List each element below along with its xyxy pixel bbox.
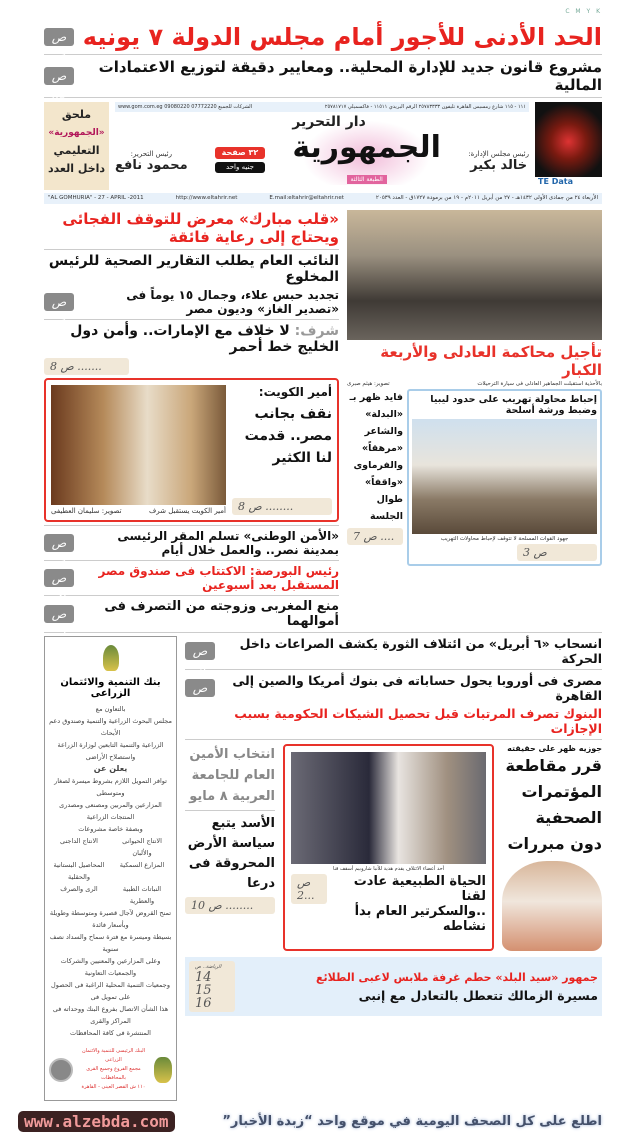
mid-headline: منع المغربى وزوجته من التصرف فى أموالهما: [104, 599, 339, 629]
mid-headline-red: رئيس البورصة: الاكتتاب فى صندوق مصر المستقبل بعد أسبوعين: [98, 564, 339, 592]
subheadline-row: [44, 58, 602, 101]
bank-logo-icon: [103, 645, 119, 671]
page-badge: ص 6..: [44, 569, 74, 587]
lower-headline-red: البنوك تصرف المرتبات قبل تحصيل الشيكات الحكومية بسبب الإجازات: [234, 706, 602, 736]
kuwait-headline: نقف بجانب مصر.. قدمت لنا الكثير: [244, 406, 332, 466]
headline-text: لا خلاف مع الإمارات.. وأمن دول الخليج خط أحمر: [70, 323, 339, 355]
page-badge: ص 3..: [185, 679, 215, 697]
page-ref: ص 3: [517, 544, 597, 561]
address-strip: [115, 102, 529, 112]
promo-text[interactable]: اطلع على كل الصحف اليومية في موقع واحد “زبدة الأخبار”: [222, 1114, 602, 1129]
bank-advertisement[interactable]: [44, 636, 177, 1101]
supplement-box[interactable]: [44, 102, 109, 190]
dateline-strip: [44, 193, 602, 204]
libya-headline: إحباط محاولة تهريب على حدود ليبيا وضبط ورشة أسلحة: [430, 394, 597, 416]
ad-line: المنتشرة فى كافة المحافظات: [70, 1029, 151, 1037]
trial-photo-credit: تصوير: هيثم صبرى: [347, 381, 390, 387]
editor-label: رئيس التحرير:: [130, 150, 172, 158]
edition-label: الطبعة الثالثة: [347, 175, 387, 184]
defendants-text: فايد ظهر بـ «البدلة» والشاعر «مرهقاً» والفرماوى «واقفاً» طوال الجلسة: [349, 392, 403, 522]
photo-caption: أمير الكويت يستقبل شرف: [149, 507, 226, 515]
editor-name: محمود نافع: [115, 158, 188, 173]
page-badge: ص 3..: [44, 28, 74, 46]
jose-photo: [502, 861, 602, 951]
chairman-label: رئيس مجلس الإدارة:: [468, 150, 529, 158]
qena-story-box[interactable]: [283, 744, 494, 951]
dateline-english: "AL GOMHURIA" - 27 - APRIL -2011: [48, 195, 144, 201]
lower-headline: مصرى فى أوروبا يحول حساباته فى بنوك أمريكا والصين إلى القاهرة: [232, 673, 602, 703]
kuwait-photo: [51, 385, 226, 505]
ad-line: توافر التمويل اللازم بشروط ميسرة لصغار ومتوسطى: [54, 777, 167, 797]
mid-headline: «الأمن الوطنى» تسلم المقر الرئيسى بمدينة نصر.. والعمل خلال أيام: [117, 529, 339, 557]
page-ref: ص 7 ....: [347, 528, 403, 545]
top-headline-row: [44, 23, 602, 62]
jose-column: [502, 744, 602, 951]
ad-title: بنك التنمية والائتمان الزراعى: [60, 677, 161, 699]
qena-photo: [291, 752, 486, 864]
registration-marks: C M Y K: [565, 8, 602, 15]
ad-line: بسيطة وميسرة مع فترة سماح والسداد نصف سنوية: [49, 933, 172, 953]
ad-line: مجلس البحوث الزراعية والتنمية وصندوق دعم الأبحاث: [49, 717, 172, 737]
supplement-line: «الجمهورية»: [48, 128, 105, 138]
kuwait-story-box[interactable]: [44, 378, 339, 522]
page-ref: ص 8 ........: [232, 498, 332, 515]
kuwait-kicker: أمير الكويت:: [258, 385, 332, 399]
ad-brand: TE Data: [535, 177, 602, 190]
page-ref: ص 8 .......: [44, 358, 129, 375]
assad-headline: الأسد يتبع سياسة الأرض المحروقة فى درعا: [187, 816, 275, 891]
sports-headline: مسيرة الزمالك تتعطل بالتعادل مع إنبى: [358, 987, 598, 1003]
ad-footer: ١١٠ ش القصر العينى - القاهرة: [81, 1084, 146, 1090]
libya-caption: جهود القوات المسلحة لا تتوقف لإحباط محاولات التهريب: [440, 536, 569, 542]
advertisement-tedata[interactable]: [535, 102, 602, 190]
ad-grid-item: الانتاج الحيوانى والألبان: [122, 837, 162, 857]
ad-line: بالتعاون مع: [95, 705, 126, 713]
ad-grid-item: الرى والصرف: [60, 885, 98, 893]
price-block: [215, 147, 265, 185]
trial-photo: [347, 210, 602, 340]
publisher-name: دار التحرير: [292, 114, 366, 130]
ad-line: الزراعية والتنمية التابعين لوزارة الزراعة واستصلاح الأراضى: [57, 741, 164, 761]
ads-line: الشركات للجميع 07772220 09080220 www.gom.com.eg: [118, 104, 253, 110]
defendants-column: [347, 389, 403, 566]
photo-credit: تصوير: سليمان العطيفى: [51, 507, 122, 515]
ad-line: وجمعيات التنمية المحلية الراغبة فى الحصول على تمويل فى: [51, 981, 170, 1001]
page-badge: ص 3..: [44, 534, 74, 552]
lead-column: [44, 210, 339, 639]
ad-footer: البنك الرئيسى للتنمية والائتمان الزراعى: [81, 1048, 146, 1063]
pages-badge: ٣٢ صفحة: [215, 147, 265, 159]
lower-section: [44, 636, 602, 1101]
footer: [18, 1111, 602, 1132]
arab-league-headline: انتخاب الأمين العام للجامعة العربية ٨ مايو: [189, 747, 275, 804]
lead-red-headline: «قلب مبارك» معرض للتوقف الفجائى ويحتاج إلى رعاية فائقة: [62, 210, 339, 246]
ad-line: المزارعين والمربين ومصنعى ومصدرى المنتجات الزراعية: [59, 801, 162, 821]
dateline-arabic: الأربعاء ٢٤ من جمادى الأولى ١٤٣٢هـ - ٢٧ من أبريل ٢٠١١م - ١٩ من برمودة ١٧٢٧ق - العدد ٢٠٥٣٩: [375, 195, 598, 201]
subheadline: مشروع قانون جديد للإدارة المحلية.. ومعايير دقيقة لتوزيع الاعتمادات المالية: [98, 58, 602, 94]
supplement-line: داخل العدد: [47, 162, 106, 175]
sports-band: [185, 957, 602, 1016]
ad-line: وعلى المزارعين والمعنيين والشركات والجمعيات التعاونية: [60, 957, 161, 977]
sports-headline-red: جمهور «سيد البلد» حطم غرفة ملابس لاعبى الطلائع: [316, 970, 598, 984]
masthead-center: [115, 102, 529, 190]
editor-block: [115, 150, 188, 185]
sports-page: 14: [195, 970, 212, 985]
address-line: ١١١ - ١١٥ شارع رمسيس القاهرة تليفون ٢٥٧٨٣٣٣٣ الرقم البريدي ١١٥١١ - فاكسميلي ٢٥٧٨١٧١٧: [324, 104, 526, 110]
sports-label: الرياضة.. ص: [195, 964, 222, 970]
ad-line: يعلن عن: [93, 764, 128, 773]
qena-headline: ..والسكرتير العام بدأ نشاطه: [354, 904, 486, 934]
ad-grid-item: النباتات الطبية والعطرية: [122, 885, 162, 905]
sports-page: 16: [195, 996, 212, 1011]
lead-headline: [44, 323, 339, 355]
lead-headline: النائب العام يطلب التقارير الصحية للرئيس المخلوع: [48, 253, 339, 285]
main-section: [44, 210, 602, 639]
chairman-name: خالد بكير: [470, 158, 528, 173]
lead-headline: تجديد حبس علاء، وجمال ١٥ يوماً فى «تصدير الغاز» وديون مصر: [126, 288, 339, 316]
headline-prefix: شرف:: [294, 323, 339, 339]
ad-grid-item: المزارع السمكية: [119, 861, 165, 869]
ad-grid-item: المحاصيل البستانية والحقلية: [53, 861, 105, 881]
ad-footer: مجمع الفروع وجميع القرى بالمحافظات: [86, 1066, 141, 1081]
newspaper-logo: الجمهورية: [292, 130, 441, 165]
chairman-block: [468, 150, 529, 185]
qena-caption: أحد أعضاء الائتلاف يقدم هدية للأنبا شاروبيم أسقف قنا: [332, 866, 445, 872]
ad-line: هذا الشأن الاتصال بفروع البنك ووحداته فى المراكز والقرى: [52, 1005, 169, 1025]
masthead: [44, 102, 602, 190]
trial-headline: تأجيل محاكمة العادلى والأربعة الكبار: [380, 343, 602, 379]
price-label: جنيه واحد: [215, 162, 265, 173]
sports-page: 15: [195, 983, 212, 998]
supplement-line: التعليمي: [53, 144, 100, 157]
dateline-url: http://www.eltahrir.net: [175, 195, 238, 201]
page-badge: ص 8..: [44, 67, 74, 85]
bank-logo-icon: [154, 1057, 172, 1083]
trial-column: [347, 210, 602, 629]
jose-kicker: جوزيه ظهر على حقيقته: [507, 744, 602, 753]
jose-headline: قرر مقاطعة المؤتمرات الصحفية دون مبررات: [505, 756, 602, 853]
arab-league-column: [185, 744, 275, 951]
page-ref: ص 2...: [291, 874, 327, 904]
page-badge: ص 3..: [44, 293, 74, 311]
qena-headline: الحياة الطبيعية عادت لقنا: [353, 874, 486, 904]
lower-headline: انسحاب «٦ أبريل» من ائتلاف الثورة يكشف الصراعات داخل الحركة: [239, 636, 602, 666]
sports-pages: [189, 961, 235, 1012]
dateline-email: E.mail:eltahrir@eltahrir.net: [269, 195, 344, 201]
site-logo[interactable]: www.alzebda.com: [18, 1111, 175, 1132]
logo-block: [292, 114, 441, 185]
page-ref: ص 10 ........: [185, 897, 275, 914]
supplement-line: ملحق: [61, 108, 92, 121]
page-badge: ص 3..: [44, 605, 74, 623]
libya-box: [407, 389, 602, 566]
page-badge: ص 4..: [185, 642, 215, 660]
ad-line: تمنح القروض لآجال قصيرة ومتوسطة وطويلة وبأسعار فائدة: [49, 909, 172, 929]
main-headline: الحد الأدنى للأجور أمام مجلس الدولة ٧ يونيه: [82, 23, 602, 51]
libya-photo: [412, 419, 597, 534]
trial-caption: بالأحذية استقبلت الجماهير العادلى فى سيارة الترحيلات: [477, 381, 602, 387]
ad-line: وبصفة خاصة مشروعات: [78, 825, 143, 833]
ad-grid-item: الانتاج الداجنى: [60, 837, 98, 845]
lower-main: [185, 636, 602, 1101]
anniversary-seal-icon: [49, 1058, 73, 1082]
